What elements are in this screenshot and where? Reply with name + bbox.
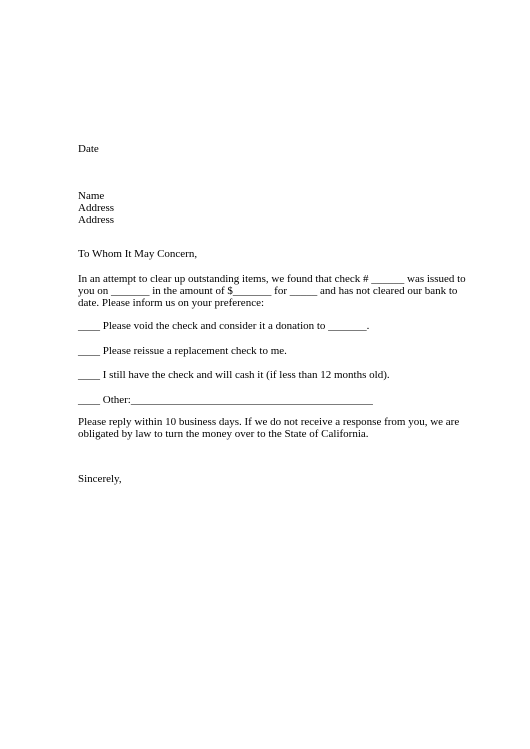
signoff: Sincerely, (78, 473, 122, 485)
salutation: To Whom It May Concern, (78, 248, 198, 260)
recipient-name: Name (78, 190, 105, 202)
option-void-check: ____ Please void the check and consider it a donation to _______. (78, 320, 370, 332)
option-cash-check: ____ I still have the check and will cash it (if less than 12 months old). (78, 369, 390, 381)
option-other: ____ Other:____________________________________________ (78, 394, 373, 406)
date-label: Date (78, 143, 99, 155)
recipient-address-line-1: Address (78, 202, 115, 214)
closing-paragraph-line-1: Please reply within 10 business days. If we do not receive a response from you, we are (78, 416, 460, 428)
option-reissue-check: ____ Please reissue a replacement check to me. (78, 345, 287, 357)
intro-line-3: date. Please inform us on your preference: (78, 297, 265, 309)
closing-paragraph-line-2: obligated by law to turn the money over to the State of California. (78, 428, 369, 440)
intro-line-2: you on _______ in the amount of $_______ for _____ and has not cleared our bank to (78, 285, 458, 297)
intro-line-1: In an attempt to clear up outstanding items, we found that check # ______ was issued to (78, 273, 466, 285)
recipient-address-line-2: Address (78, 214, 115, 226)
